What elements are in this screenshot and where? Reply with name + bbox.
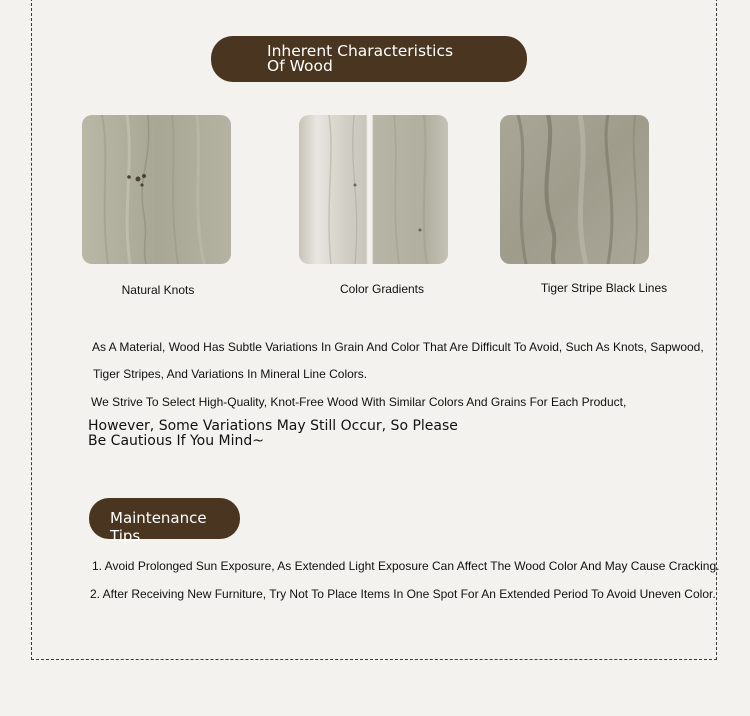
maintenance-title-badge <box>89 498 240 545</box>
tiger-stripe-image <box>500 115 649 264</box>
description-line: Tiger Stripes, And Variations In Mineral Line Colors. <box>93 367 368 381</box>
section-title: Inherent Characteristics Of Wood <box>267 42 454 75</box>
maintenance-title: Maintenance Tips <box>110 509 207 545</box>
maintenance-tip: 1. Avoid Prolonged Sun Exposure, As Extended Light Exposure Can Affect The Wood Color And May Cause Cracking. <box>92 559 720 573</box>
caution-note-line: Be Cautious If You Mind~ <box>88 433 265 449</box>
caution-note-line: However, Some Variations May Still Occur, So Please <box>88 418 458 434</box>
caution-note <box>88 419 458 449</box>
sample-caption: Natural Knots <box>121 283 195 297</box>
natural-knots-image <box>82 115 231 264</box>
sample-caption: Color Gradients <box>339 282 425 296</box>
color-gradients-image <box>299 115 448 264</box>
description-line: We Strive To Select High-Quality, Knot-Free Wood With Similar Colors And Grains For Each Product, <box>91 395 627 409</box>
maintenance-tip: 2. After Receiving New Furniture, Try Not To Place Items In One Spot For An Extended Period To Avoid Uneven Color. <box>90 587 716 601</box>
description-line: As A Material, Wood Has Subtle Variations In Grain And Color That Are Difficult To Avoid, Such As Knots, Sapwood, <box>92 340 704 354</box>
section-title-badge <box>211 36 527 82</box>
sample-caption: Tiger Stripe Black Lines <box>540 281 668 295</box>
